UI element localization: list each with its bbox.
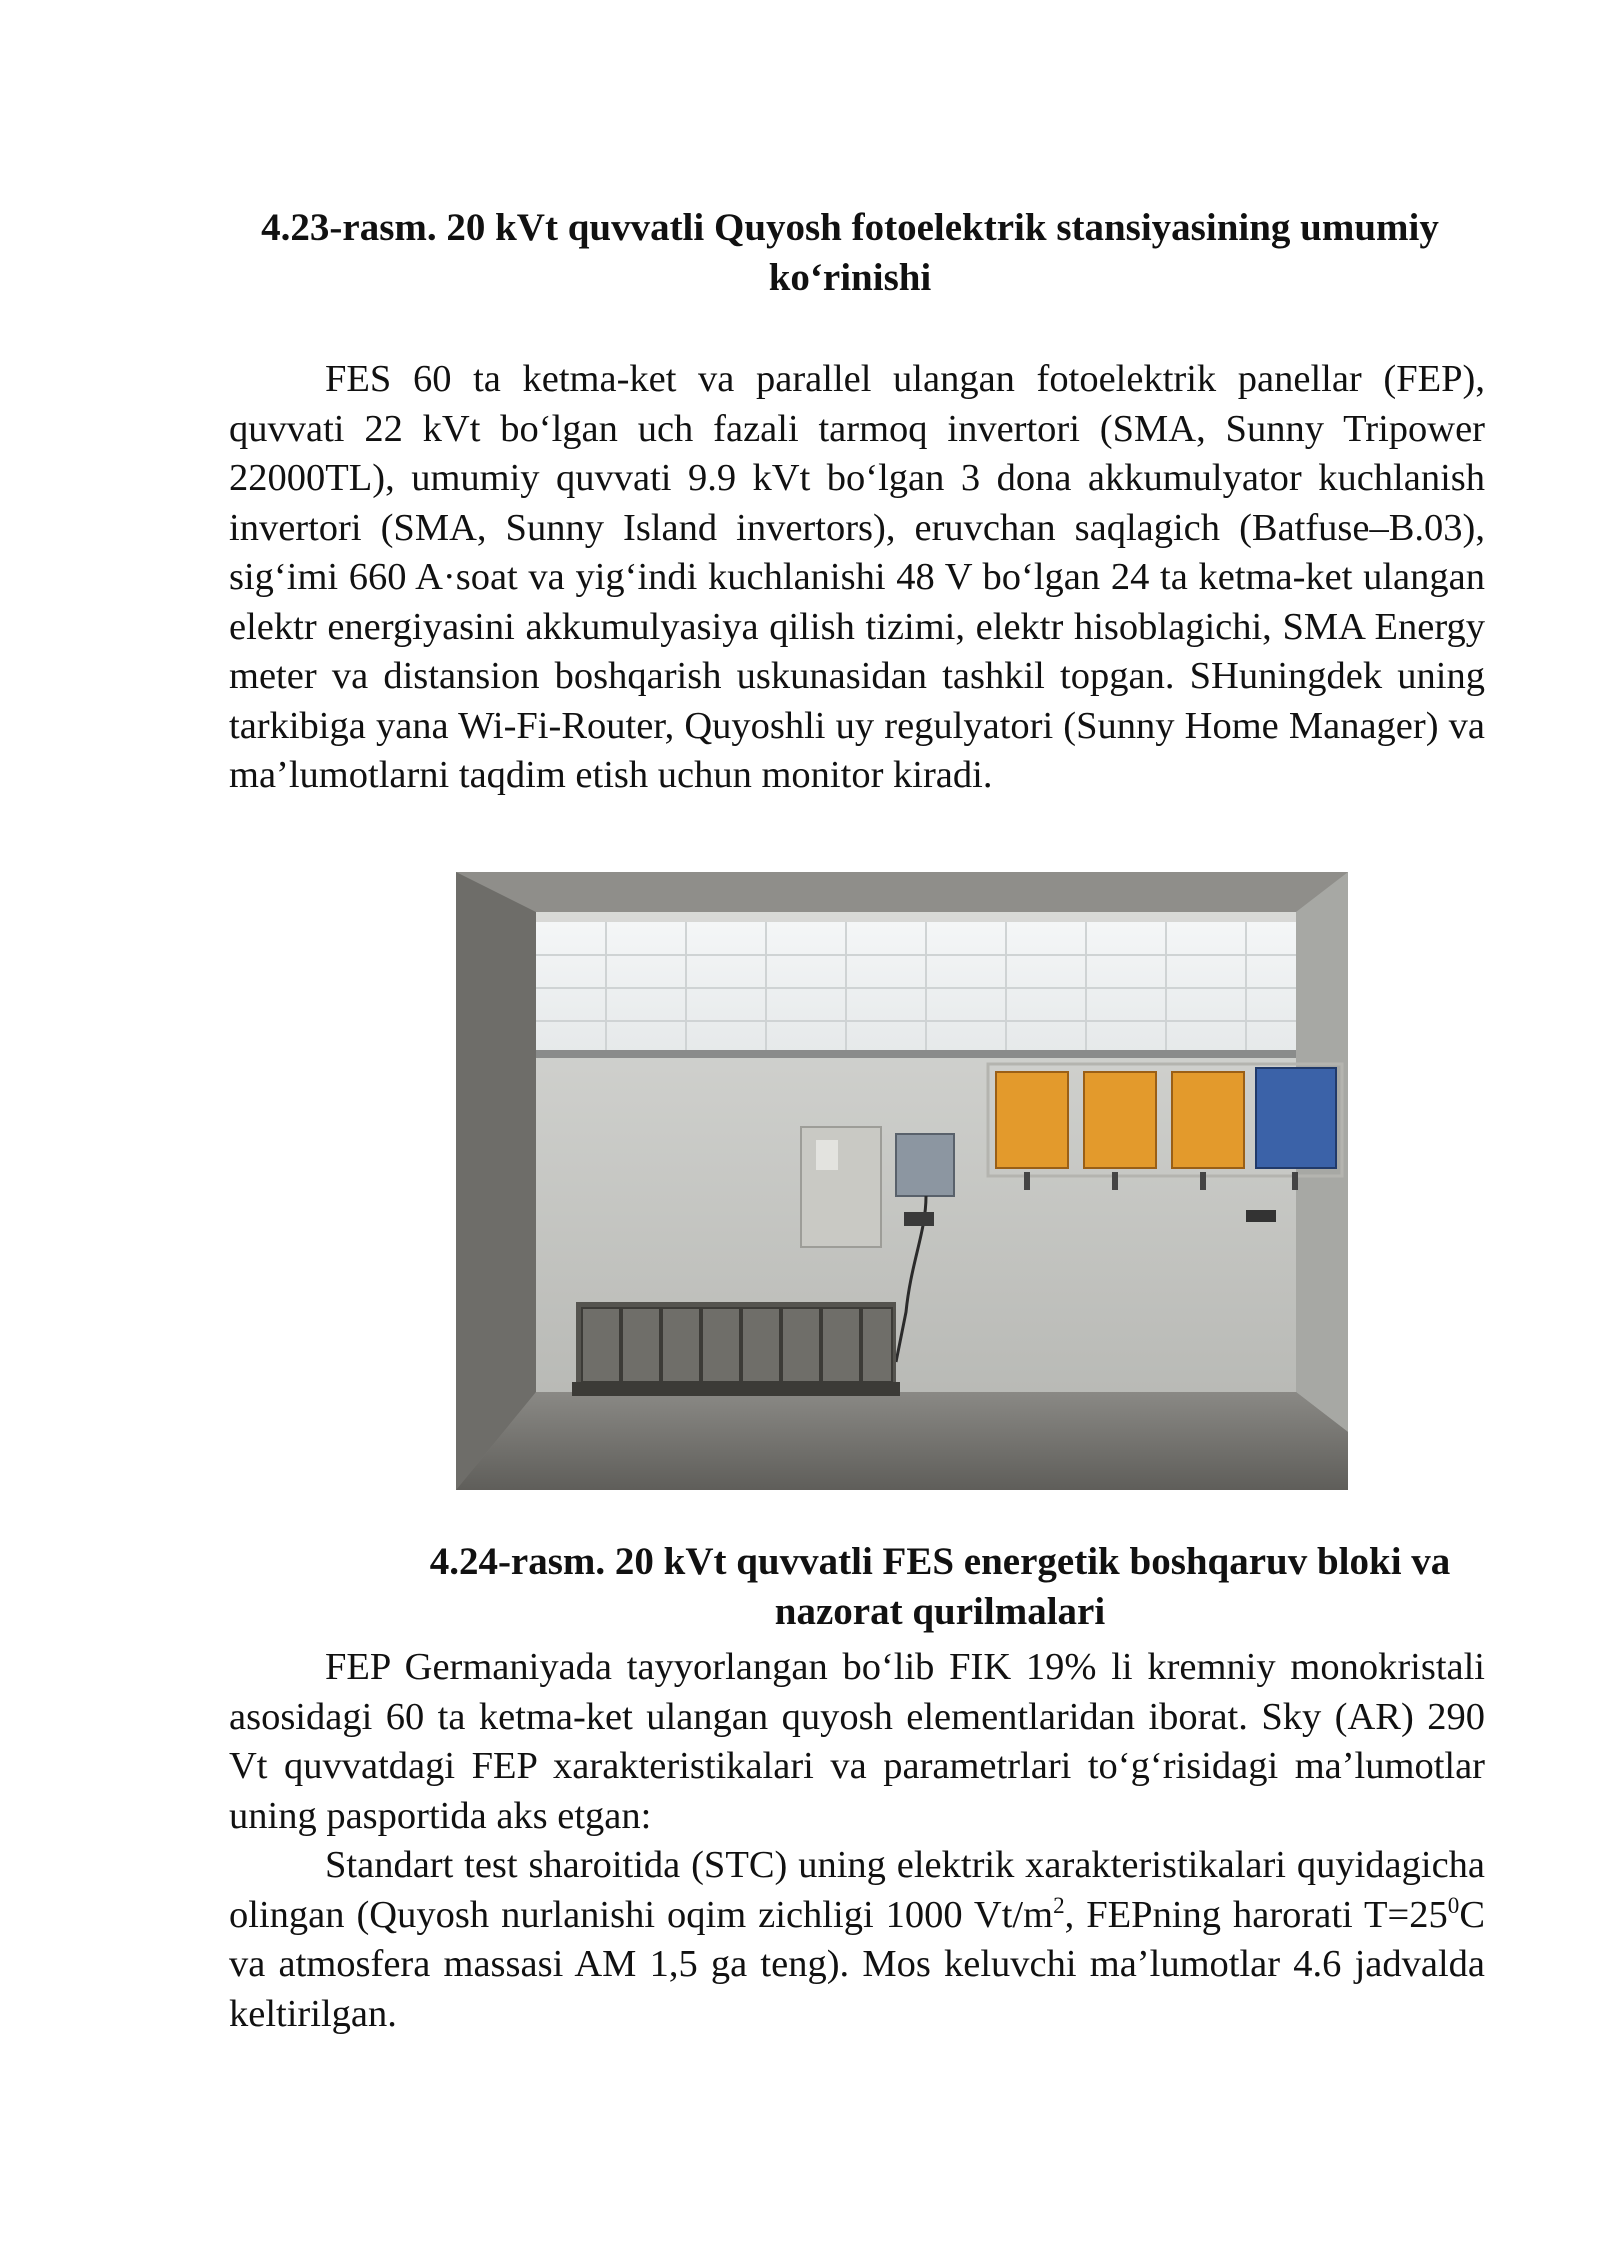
paragraph-fep-description: FEP Germaniyada tayyorlangan bo‘lib FIK 19% li kremniy monokristali asosidagi 60 ta ketma-ket ulangan quyosh elementlaridan iborat. Sky (AR) 290 Vt quvvatdagi FEP xarakteristikalari va parametrlari to‘g‘risidagi ma’lumotlar uning pasportida aks etgan: (229, 1646, 1485, 1837)
photo-energy-control-room (456, 872, 1348, 1490)
figure-caption-4-24: 4.24-rasm. 20 kVt quvvatli FES energetik boshqaruv bloki va nazorat qurilmalari (429, 1540, 1451, 1633)
superscript-squared: 2 (1053, 1891, 1065, 1918)
stc-text-start: Standart test sharoitida (STC) uning elektrik xarakteristikalari quyidagicha olingan (Quyosh nurlanishi oqim zichligi 1000 Vt/m (229, 1844, 1485, 1936)
paragraph-stc-conditions (229, 1841, 1485, 2039)
superscript-degree: 0 (1447, 1891, 1460, 1918)
paragraph-fes-composition: FES 60 ta ketma-ket va parallel ulangan fotoelektrik panellar (FEP), quvvati 22 kVt bo‘lgan uch fazali tarmoq invertori (SMA, Sunny Tripower 22000TL), umumiy quvvati 9.9 kVt bo‘lgan 3 dona akkumulyator kuchlanish invertori (SMA, Sunny Island invertors), eruvchan saqlagich (Batfuse–B.03), sig‘imi 660 A·soat va yig‘indi kuchlanishi 48 V bo‘lgan 24 ta ketma-ket ulangan elektr energiyasini akkumulyasiya qilish tizimi, elektr hisoblagichi, SMA Energy meter va distansion boshqarish uskunasidan tashkil topgan. SHuningdek uning tarkibiga yana Wi-Fi-Router, Quyoshli uy regulyatori (Sunny Home Manager) va ma’lumotlarni taqdim etish uchun monitor kiradi. (229, 358, 1485, 796)
stc-text-middle: , FEPning harorati T=25 (1064, 1893, 1448, 1936)
stc-text-end: C va atmosfera massasi AM 1,5 ga teng). Mos keluvchi ma’lumotlar 4.6 jadvalda keltirilgan. (229, 1893, 1485, 2035)
figure-caption-4-23: 4.23-rasm. 20 kVt quvvatli Quyosh fotoelektrik stansiyasining umumiy ko‘rinishi (261, 206, 1439, 299)
